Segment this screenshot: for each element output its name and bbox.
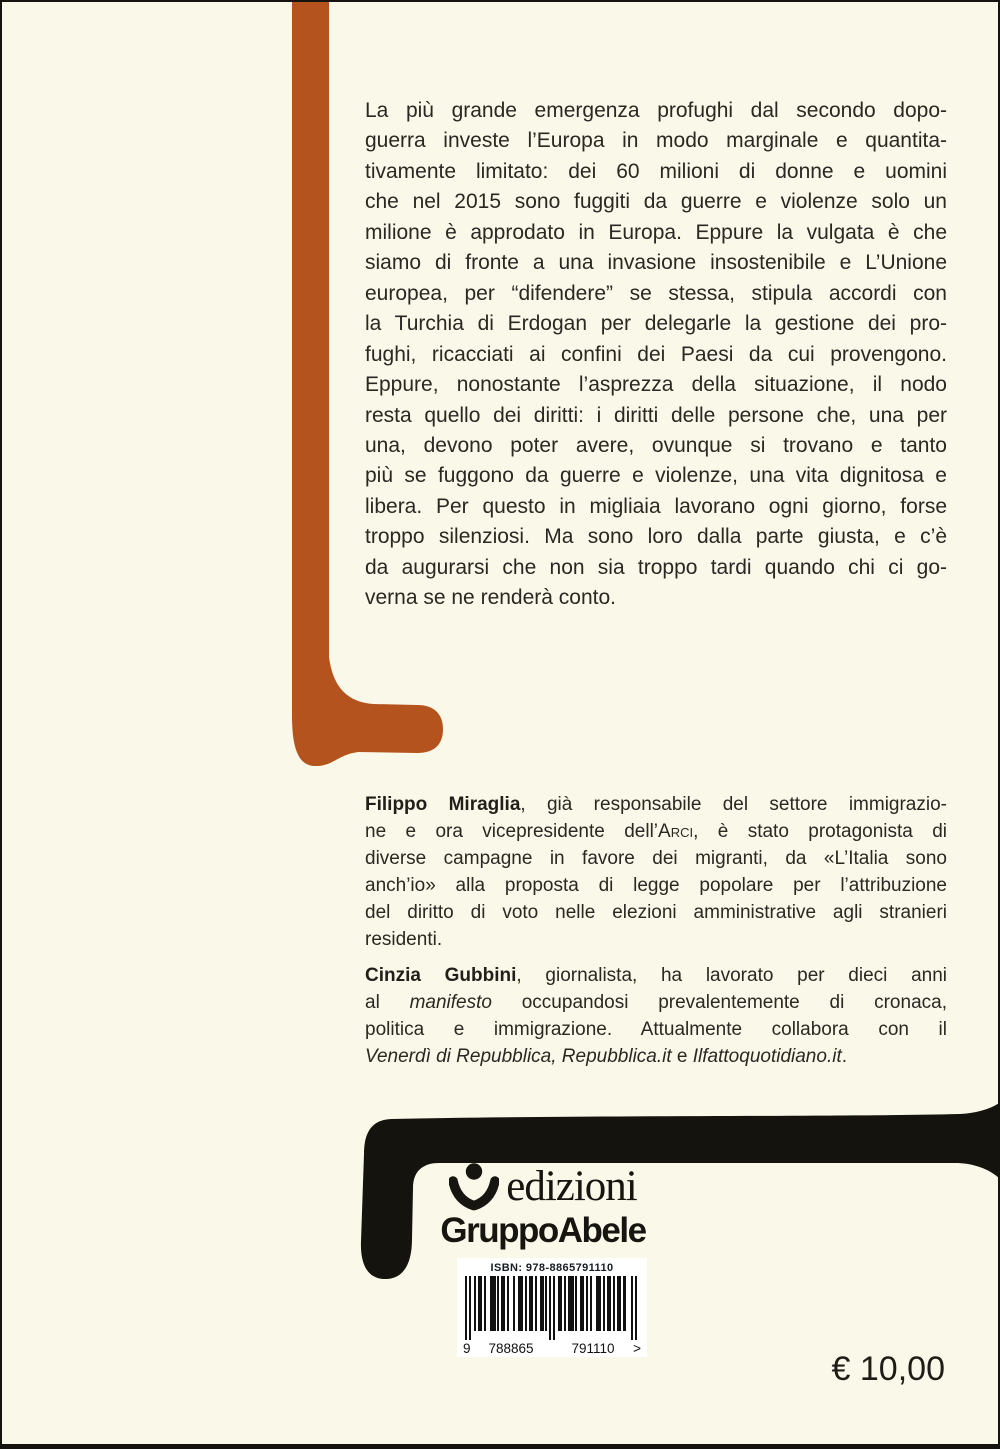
blurb-line: La più grande emergenza profughi dal secondo dopo- xyxy=(365,99,947,122)
publisher-logo-name: GruppoAbele xyxy=(440,1211,646,1250)
blurb-line: fughi, ricacciati ai confini dei Paesi da cui provengono. xyxy=(365,342,947,366)
blurb-line: che nel 2015 sono fuggiti da guerre e violenze solo un xyxy=(365,190,947,214)
bio-line: al manifesto occupandosi prevalentemente di cronaca, xyxy=(365,992,947,1013)
barcode-digits-group1: 788865 xyxy=(488,1341,534,1356)
bio-line: anch’io» alla proposta di legge popolare per l’attribuzione xyxy=(365,875,947,896)
author-name: Cinzia Gubbini xyxy=(365,965,517,986)
bio-line: Filippo Miraglia, già responsabile del settore immigrazio- xyxy=(365,794,947,815)
blurb-line: resta quello dei diritti: i diritti delle persone che, una per xyxy=(365,403,947,427)
bio-line: residenti. xyxy=(365,929,443,950)
person-raised-arms-icon xyxy=(449,1162,499,1212)
bio-line: Cinzia Gubbini, giornalista, ha lavorato per dieci anni xyxy=(365,965,947,986)
ean-barcode xyxy=(463,1276,641,1356)
arci-smallcaps: Arci xyxy=(658,821,694,842)
bio-line: del diritto di voto nelle elezioni amministrative agli stranieri xyxy=(365,902,947,923)
blurb-line: più se fuggono da guerre e violenze, una vita dignitosa e xyxy=(365,464,947,488)
back-cover-blurb xyxy=(365,96,947,614)
author-bio-gubbini xyxy=(365,962,947,1070)
publisher-logo-edizioni: edizioni xyxy=(506,1163,637,1211)
blurb-line: libera. Per questo in migliaia lavorano ogni giorno, forse xyxy=(365,494,947,518)
barcode-digit-lead: 9 xyxy=(463,1341,471,1356)
bio-line: ne e ora vicepresidente dell’Arci, è stato protagonista di xyxy=(365,821,948,842)
bio-line: Venerdì di Repubblica, Repubblica.it e Ilfattoquotidiano.it. xyxy=(365,1046,848,1067)
author-bio-miraglia xyxy=(365,791,947,953)
barcode-digits-group2: 791110 xyxy=(571,1341,615,1356)
barcode-panel xyxy=(457,1258,647,1357)
blurb-line: da augurarsi che non sia troppo tardi quando chi ci go- xyxy=(365,555,947,579)
price-label: € 10,00 xyxy=(831,1350,945,1388)
blurb-line: guerra investe l’Europa in modo marginale e quantita- xyxy=(365,129,947,153)
blurb-line: Eppure, nonostante l’asprezza della situazione, il nodo xyxy=(365,373,947,397)
blurb-line: milione è approdato in Europa. Eppure la vulgata è che xyxy=(365,220,947,244)
publisher-logo xyxy=(398,1162,688,1250)
barcode-digit-end: > xyxy=(633,1341,641,1356)
bio-line: diverse campagne in favore dei migranti, da «L’Italia sono xyxy=(365,848,947,869)
bio-line: politica e immigrazione. Attualmente collabora con il xyxy=(365,1019,947,1040)
blurb-line: europea, per “difendere” se stessa, stipula accordi con xyxy=(365,281,947,305)
blurb-line: una, devono poter avere, ovunque si trovano e tanto xyxy=(365,433,947,457)
blurb-line: tivamente limitato: dei 60 milioni di donne e uomini xyxy=(365,159,947,183)
blurb-line: siamo di fronte a una invasione insostenibile e L’Unione xyxy=(365,251,947,275)
blurb-line: troppo silenziosi. Ma sono loro dalla parte giusta, e c’è xyxy=(365,525,947,549)
isbn-label: ISBN: 978-8865791110 xyxy=(490,1262,614,1274)
author-name: Filippo Miraglia xyxy=(365,794,521,815)
blurb-line: verna se ne renderà conto. xyxy=(365,586,616,610)
blurb-line: la Turchia di Erdogan per delegarle la gestione dei pro- xyxy=(365,312,947,336)
